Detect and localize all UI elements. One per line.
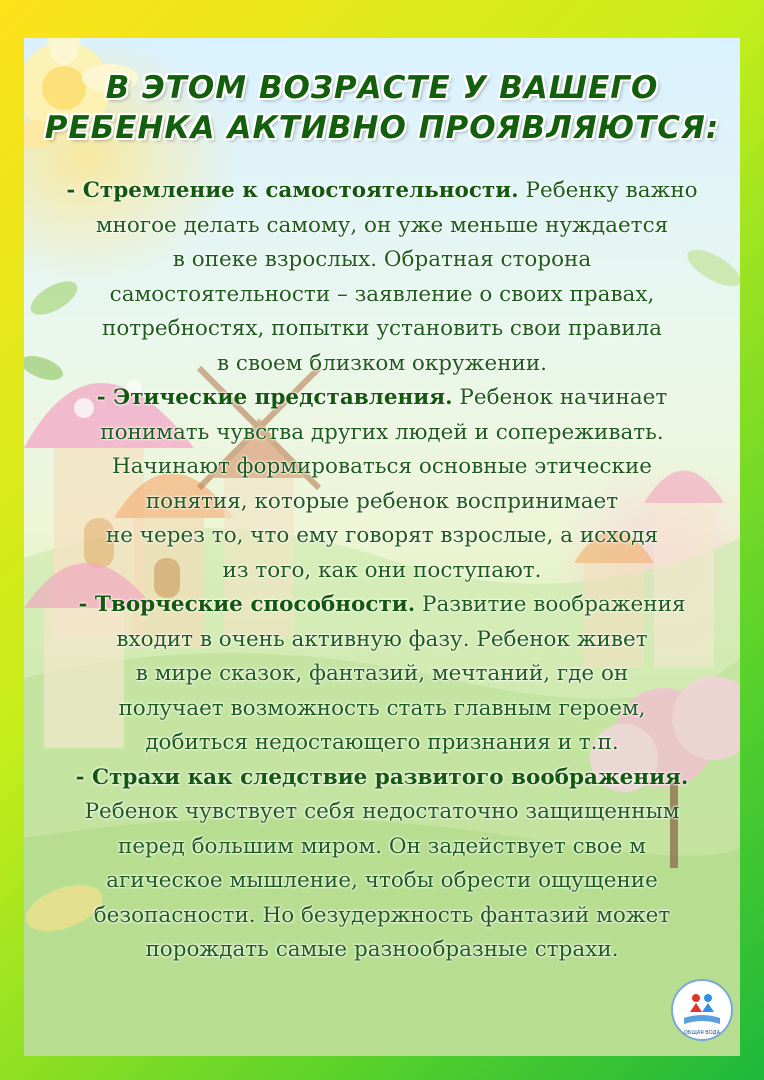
text-line: не через то, что ему говорят взрослые, а исходя <box>105 523 659 548</box>
text-line: самостоятельности – заявление о своих правах, <box>109 281 655 307</box>
text-line: многое делать самому, он уже меньше нуждается <box>95 212 669 238</box>
title-line: РЕБЕНКА АКТИВНО ПРОЯВЛЯЮТСЯ: <box>44 110 720 146</box>
title-line: В ЭТОМ ВОЗРАСТЕ У ВАШЕГО <box>105 70 659 106</box>
text-line: - Стремление к самостоятельности. Ребенку важно <box>66 178 698 203</box>
text-line: безопасности. Но безудержность фантазий может <box>93 902 671 928</box>
text-line: - Творческие способности. Развитие воображения <box>78 592 686 617</box>
text-line <box>34 761 730 796</box>
bold-lead: - Этические представления. <box>96 385 453 410</box>
text-line: входит в очень активную фазу. Ребенок живет <box>116 626 648 652</box>
text-line: понимать чувства других людей и сопереживать. <box>100 419 664 445</box>
logo-caption: ОБЩАЯ ВОДА <box>683 1030 721 1036</box>
text-line: - Этические представления. Ребенок начинает <box>96 385 668 410</box>
article-body <box>34 174 730 968</box>
text-line: получает возможность стать главным героем, <box>118 695 646 721</box>
text-line: Начинают формироваться основные этические <box>111 454 653 479</box>
text-line: добиться недостающего признания и т.п. <box>145 730 619 755</box>
text-line: порождать самые разнообразные страхи. <box>145 937 619 962</box>
text-line: перед большим миром. Он задействует свое м <box>117 833 647 859</box>
text-line: агическое мышление, чтобы обрести ощущение <box>106 868 658 893</box>
text-line: понятия, которые ребенок воспринимает <box>145 488 619 514</box>
poster-canvas <box>24 38 740 1056</box>
text-line: в опеке взрослых. Обратная сторона <box>172 247 592 272</box>
bold-lead: - Творческие способности. <box>78 592 416 617</box>
text-line: из того, как они поступают. <box>222 557 542 583</box>
text-line: Ребенок чувствует себя недостаточно защищенным <box>84 799 680 824</box>
bold-lead: - Стремление к самостоятельности. <box>66 178 519 203</box>
bold-lead: - Страхи как следствие развитого воображения. <box>75 764 689 790</box>
text-line: в своем близком окружении. <box>216 350 548 376</box>
text-line: в мире сказок, фантазий, мечтаний, где он <box>135 661 629 686</box>
text-line: потребностях, попытки установить свои правила <box>102 316 662 341</box>
children-book-logo-icon <box>670 978 734 1042</box>
page-title <box>24 68 740 148</box>
